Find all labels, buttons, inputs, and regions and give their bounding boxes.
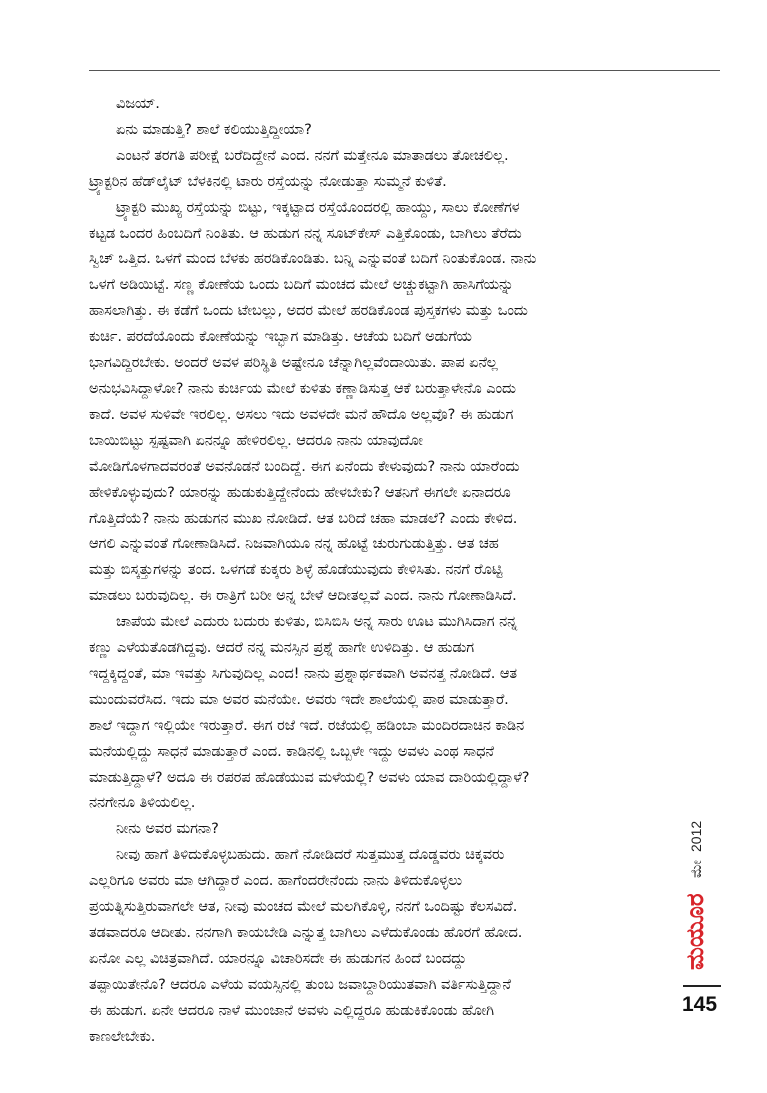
text-line: ತಡವಾದರೂ ಆದೀತು. ನನಗಾಗಿ ಕಾಯಬೇಡಿ ಎನ್ನುತ್ತ ಬಾಗಿಲು ಎಳೆದುಕೊಂಡು ಹೊರಗೆ ಹೋದ. [89, 924, 523, 941]
text-line: ತಪ್ಪಾಯಿತೇನೊ? ಆದರೂ ಎಳೆಯ ವಯಸ್ಸಿನಲ್ಲಿ ತುಂಬ ಜವಾಬ್ದಾರಿಯುತವಾಗಿ ವರ್ತಿಸುತ್ತಿದ್ದಾನೆ [89, 975, 512, 993]
text-line: ಇದ್ದಕ್ಕಿದ್ದಂತೆ, ಮಾ ಇವತ್ತು ಸಿಗುವುದಿಲ್ಲ ಎಂದ! ನಾನು ಪ್ರಶ್ನಾರ್ಥಕವಾಗಿ ಅವನತ್ತ ನೋಡಿದೆ. ಆತ [89, 664, 517, 682]
text-line: ಬಾಯಿಬಿಟ್ಟು ಸ್ಪಷ್ಟವಾಗಿ ಏನನ್ನೂ ಹೇಳಿರಲಿಲ್ಲ. ಆದರೂ ನಾನು ಯಾವುದೋ [89, 431, 423, 449]
text-line: ಟ್ರ್ಯಾಕ್ಟರಿನ ಹೆಡ್‌ಲೈಟ್ ಬೆಳಕಿನಲ್ಲಿ ಟಾರು ರಸ್ತೆಯನ್ನು ನೋಡುತ್ತಾ ಸುಮ್ಮನೆ ಕುಳಿತೆ. [89, 172, 447, 190]
text-line: ಮಾಡಲು ಬರುವುದಿಲ್ಲ. ಈ ರಾತ್ರಿಗೆ ಬರೀ ಅನ್ನ ಬೇಳೆ ಆದೀತಲ್ಲವೆ ಎಂದ. ನಾನು ಗೋಣಾಡಿಸಿದೆ. [89, 587, 517, 605]
text-line: ಕುರ್ಚಿ. ಪರದೆಯೊಂದು ಕೋಣೆಯನ್ನು ಇಬ್ಭಾಗ ಮಾಡಿತ್ತು. ಆಚೆಯ ಬದಿಗೆ ಅಡುಗೆಯ [89, 328, 472, 346]
issue-year: 2012 [688, 820, 704, 852]
page-number: 145 [682, 993, 718, 1016]
text-line: ಎಂಟನೆ ತರಗತಿ ಪರೀಕ್ಷೆ ಬರೆದಿದ್ದೇನೆ ಎಂದ. ನನಗೆ ಮತ್ತೇನೂ ಮಾತಾಡಲು ತೋಚಲಿಲ್ಲ. [116, 146, 509, 164]
paragraph [89, 195, 669, 610]
magazine-brand: ಮಯೂರ [681, 893, 709, 970]
text-line: ಏನೋ ಎಲ್ಲ ವಿಚಿತ್ರವಾಗಿದೆ. ಯಾರನ್ನೂ ವಿಚಾರಿಸದೇ ಈ ಹುಡುಗನ ಹಿಂದೆ ಬಂದದ್ದು [89, 949, 467, 967]
text-line: ಮನೆಯಲ್ಲಿದ್ದು ಸಾಧನೆ ಮಾಡುತ್ತಾರೆ ಎಂದ. ಕಾಡಿನಲ್ಲಿ ಒಬ್ಬಳೇ ಇದ್ದು ಅವಳು ಎಂಥ ಸಾಧನೆ [89, 742, 494, 760]
text-line: ಅನುಭವಿಸಿದ್ದಾಳೋ? ನಾನು ಕುರ್ಚಿಯ ಮೇಲೆ ಕುಳಿತು ಕಣ್ಣಾಡಿಸುತ್ತ ಆಕೆ ಬರುತ್ತಾಳೇನೊ ಎಂದು [89, 379, 516, 397]
paragraph [89, 143, 669, 195]
text-line: ಸ್ವಿಚ್ ಒತ್ತಿದ. ಒಳಗೆ ಮಂದ ಬೆಳಕು ಹರಡಿಕೊಂಡಿತು. ಬನ್ನಿ ಎನ್ನುವಂತೆ ಬದಿಗೆ ನಿಂತುಕೊಂಡ. ನಾನು [89, 250, 537, 268]
text-line: ಟ್ರ್ಯಾಕ್ಟರಿ ಮುಖ್ಯ ರಸ್ತೆಯನ್ನು ಬಿಟ್ಟು, ಇಕ್ಕಟ್ಟಾದ ರಸ್ತೆಯೊಂದರಲ್ಲಿ ಹಾಯ್ದು, ಸಾಲು ಕೋಣೆಗಳ [116, 198, 520, 216]
paragraph [89, 816, 669, 842]
text-line: ನೀವು ಹಾಗೆ ತಿಳಿದುಕೊಳ್ಳಬಹುದು. ಹಾಗೆ ನೋಡಿದರೆ ಸುತ್ತಮುತ್ತ ದೊಡ್ಡವರು ಚಿಕ್ಕವರು [116, 846, 505, 864]
text-line: ಚಾಪೆಯ ಮೇಲೆ ಎದುರು ಬದುರು ಕುಳಿತು, ಬಿಸಿಬಿಸಿ ಅನ್ನ ಸಾರು ಊಟ ಮುಗಿಸಿದಾಗ ನನ್ನ [116, 613, 518, 631]
text-line: ನೀನು ಅವರ ಮಗನಾ? [116, 820, 219, 838]
text-line: ಮತ್ತು ಬಿಸ್ಕತ್ತುಗಳನ್ನು ತಂದ. ಒಳಗಡೆ ಕುಕ್ಕರು ಶಿಳ್ಳೆ ಹೊಡೆಯುವುದು ಕೇಳಿಸಿತು. ನನಗೆ ರೊಟ್ಟಿ [89, 561, 503, 579]
text-line: ಹಾಸಲಾಗಿತ್ತು. ಈ ಕಡೆಗೆ ಒಂದು ಟೇಬಲ್ಲು, ಅದರ ಮೇಲೆ ಹರಡಿಕೊಂಡ ಪುಸ್ತಕಗಳು ಮತ್ತು ಒಂದು [89, 302, 528, 320]
paragraph [89, 609, 669, 816]
magazine-side-tag [681, 812, 715, 972]
text-line: ಕಾದೆ. ಅವಳ ಸುಳಿವೇ ಇರಲಿಲ್ಲ. ಅಸಲು ಇದು ಅವಳದೇ ಮನೆ ಹೌದೊ ಅಲ್ಲವೊ? ಈ ಹುಡುಗ [89, 405, 514, 423]
paragraph [89, 117, 669, 143]
text-line: ಕಟ್ಟಡ ಒಂದರ ಹಿಂಬದಿಗೆ ನಿಂತಿತು. ಆ ಹುಡುಗ ನನ್ನ ಸೂಟ್‌ಕೇಸ್ ಎತ್ತಿಕೊಂಡು, ಬಾಗಿಲು ತೆರೆದು [89, 224, 522, 242]
text-line: ಮುಂದುವರೆಸಿದ. ಇದು ಮಾ ಅವರ ಮನೆಯೇ. ಅವರು ಇದೇ ಶಾಲೆಯಲ್ಲಿ ಪಾಠ ಮಾಡುತ್ತಾರೆ. [89, 690, 509, 708]
text-line: ಕಣ್ಣು ಎಳೆಯತೊಡಗಿದ್ದವು. ಆದರೆ ನನ್ನ ಮನಸ್ಸಿನ ಪ್ರಶ್ನೆ ಹಾಗೇ ಉಳಿದಿತ್ತು. ಆ ಹುಡುಗ [89, 639, 475, 657]
text-line: ಹೇಳಿಕೊಳ್ಳುವುದು? ಯಾರನ್ನು ಹುಡುಕುತ್ತಿದ್ದೇನೆಂದು ಹೇಳಬೇಕು? ಆತನಿಗೆ ಈಗಲೇ ಏನಾದರೂ [89, 483, 511, 501]
text-line: ಎಲ್ಲರಿಗೂ ಅವರು ಮಾ ಆಗಿದ್ದಾರೆ ಎಂದ. ಹಾಗೆಂದರೇನೆಂದು ನಾನು ತಿಳಿದುಕೊಳ್ಳಲು [89, 872, 463, 890]
text-line: ಶಾಲೆ ಇದ್ದಾಗ ಇಲ್ಲಿಯೇ ಇರುತ್ತಾರೆ. ಈಗ ರಜೆ ಇದೆ. ರಜೆಯಲ್ಲಿ ಹಡಿಂಬಾ ಮಂದಿರದಾಚಿನ ಕಾಡಿನ [89, 716, 525, 734]
header-rule [89, 70, 720, 71]
text-line: ಕಾಣಲೇಬೇಕು. [89, 1027, 156, 1045]
article-body [89, 91, 669, 1050]
text-line: ಗೊತ್ತಿದೆಯೆ? ನಾನು ಹುಡುಗನ ಮುಖ ನೋಡಿದೆ. ಆತ ಬರಿದೆ ಚಹಾ ಮಾಡಲೆ? ಎಂದು ಕೇಳಿದ. [89, 509, 518, 527]
paragraph [89, 842, 669, 1049]
issue-month: ಮೇ [689, 860, 705, 878]
magazine-side-tag-graphic [681, 812, 715, 972]
text-line: ಏನು ಮಾಡುತ್ತಿ? ಶಾಲೆ ಕಲಿಯುತ್ತಿದ್ದೀಯಾ? [116, 120, 312, 138]
text-line: ವಿಜಯ್. [116, 95, 160, 112]
paragraph [89, 91, 669, 117]
text-line: ನನಗೇನೂ ತಿಳಿಯಲಿಲ್ಲ. [89, 794, 196, 812]
text-line: ಪ್ರಯತ್ನಿಸುತ್ತಿರುವಾಗಲೇ ಆತ, ನೀವು ಮಂಚದ ಮೇಲೆ ಮಲಗಿಕೊಳ್ಳಿ, ನನಗೆ ಒಂದಿಷ್ಟು ಕೆಲಸವಿದೆ. [89, 898, 518, 916]
text-line: ಈ ಹುಡುಗ. ಏನೇ ಆದರೂ ನಾಳೆ ಮುಂಜಾನೆ ಅವಳು ಎಲ್ಲಿದ್ದರೂ ಹುಡುಕಿಕೊಂಡು ಹೋಗಿ [89, 1001, 494, 1019]
text-line: ಮಾಡುತ್ತಿದ್ದಾಳೆ? ಅದೂ ಈ ರಪರಪ ಹೊಡೆಯುವ ಮಳೆಯಲ್ಲಿ? ಅವಳು ಯಾವ ದಾರಿಯಲ್ಲಿದ್ದಾಳೆ? [89, 768, 530, 786]
page-number-rule [683, 985, 721, 987]
text-line: ಒಳಗೆ ಅಡಿಯಿಟ್ಟೆ. ಸಣ್ಣ ಕೋಣೆಯ ಒಂದು ಬದಿಗೆ ಮಂಚದ ಮೇಲೆ ಅಚ್ಚುಕಟ್ಟಾಗಿ ಹಾಸಿಗೆಯನ್ನು [89, 276, 514, 294]
text-line: ಮೋಡಿಗೊಳಗಾದವರಂತೆ ಅವನೊಡನೆ ಬಂದಿದ್ದೆ. ಈಗ ಏನೆಂದು ಕೇಳುವುದು? ನಾನು ಯಾರೆಂದು [89, 457, 520, 475]
text-line: ಆಗಲಿ ಎನ್ನುವಂತೆ ಗೋಣಾಡಿಸಿದೆ. ನಿಜವಾಗಿಯೂ ನನ್ನ ಹೊಟ್ಟೆ ಚುರುಗುಡುತ್ತಿತ್ತು. ಆತ ಚಹ [89, 535, 499, 553]
text-line: ಭಾಗವಿದ್ದಿರಬೇಕು. ಅಂದರೆ ಅವಳ ಪರಿಸ್ಥಿತಿ ಅಷ್ಟೇನೂ ಚೆನ್ನಾಗಿಲ್ಲವೆಂದಾಯಿತು. ಪಾಪ ಏನೆಲ್ಲ [89, 354, 498, 372]
